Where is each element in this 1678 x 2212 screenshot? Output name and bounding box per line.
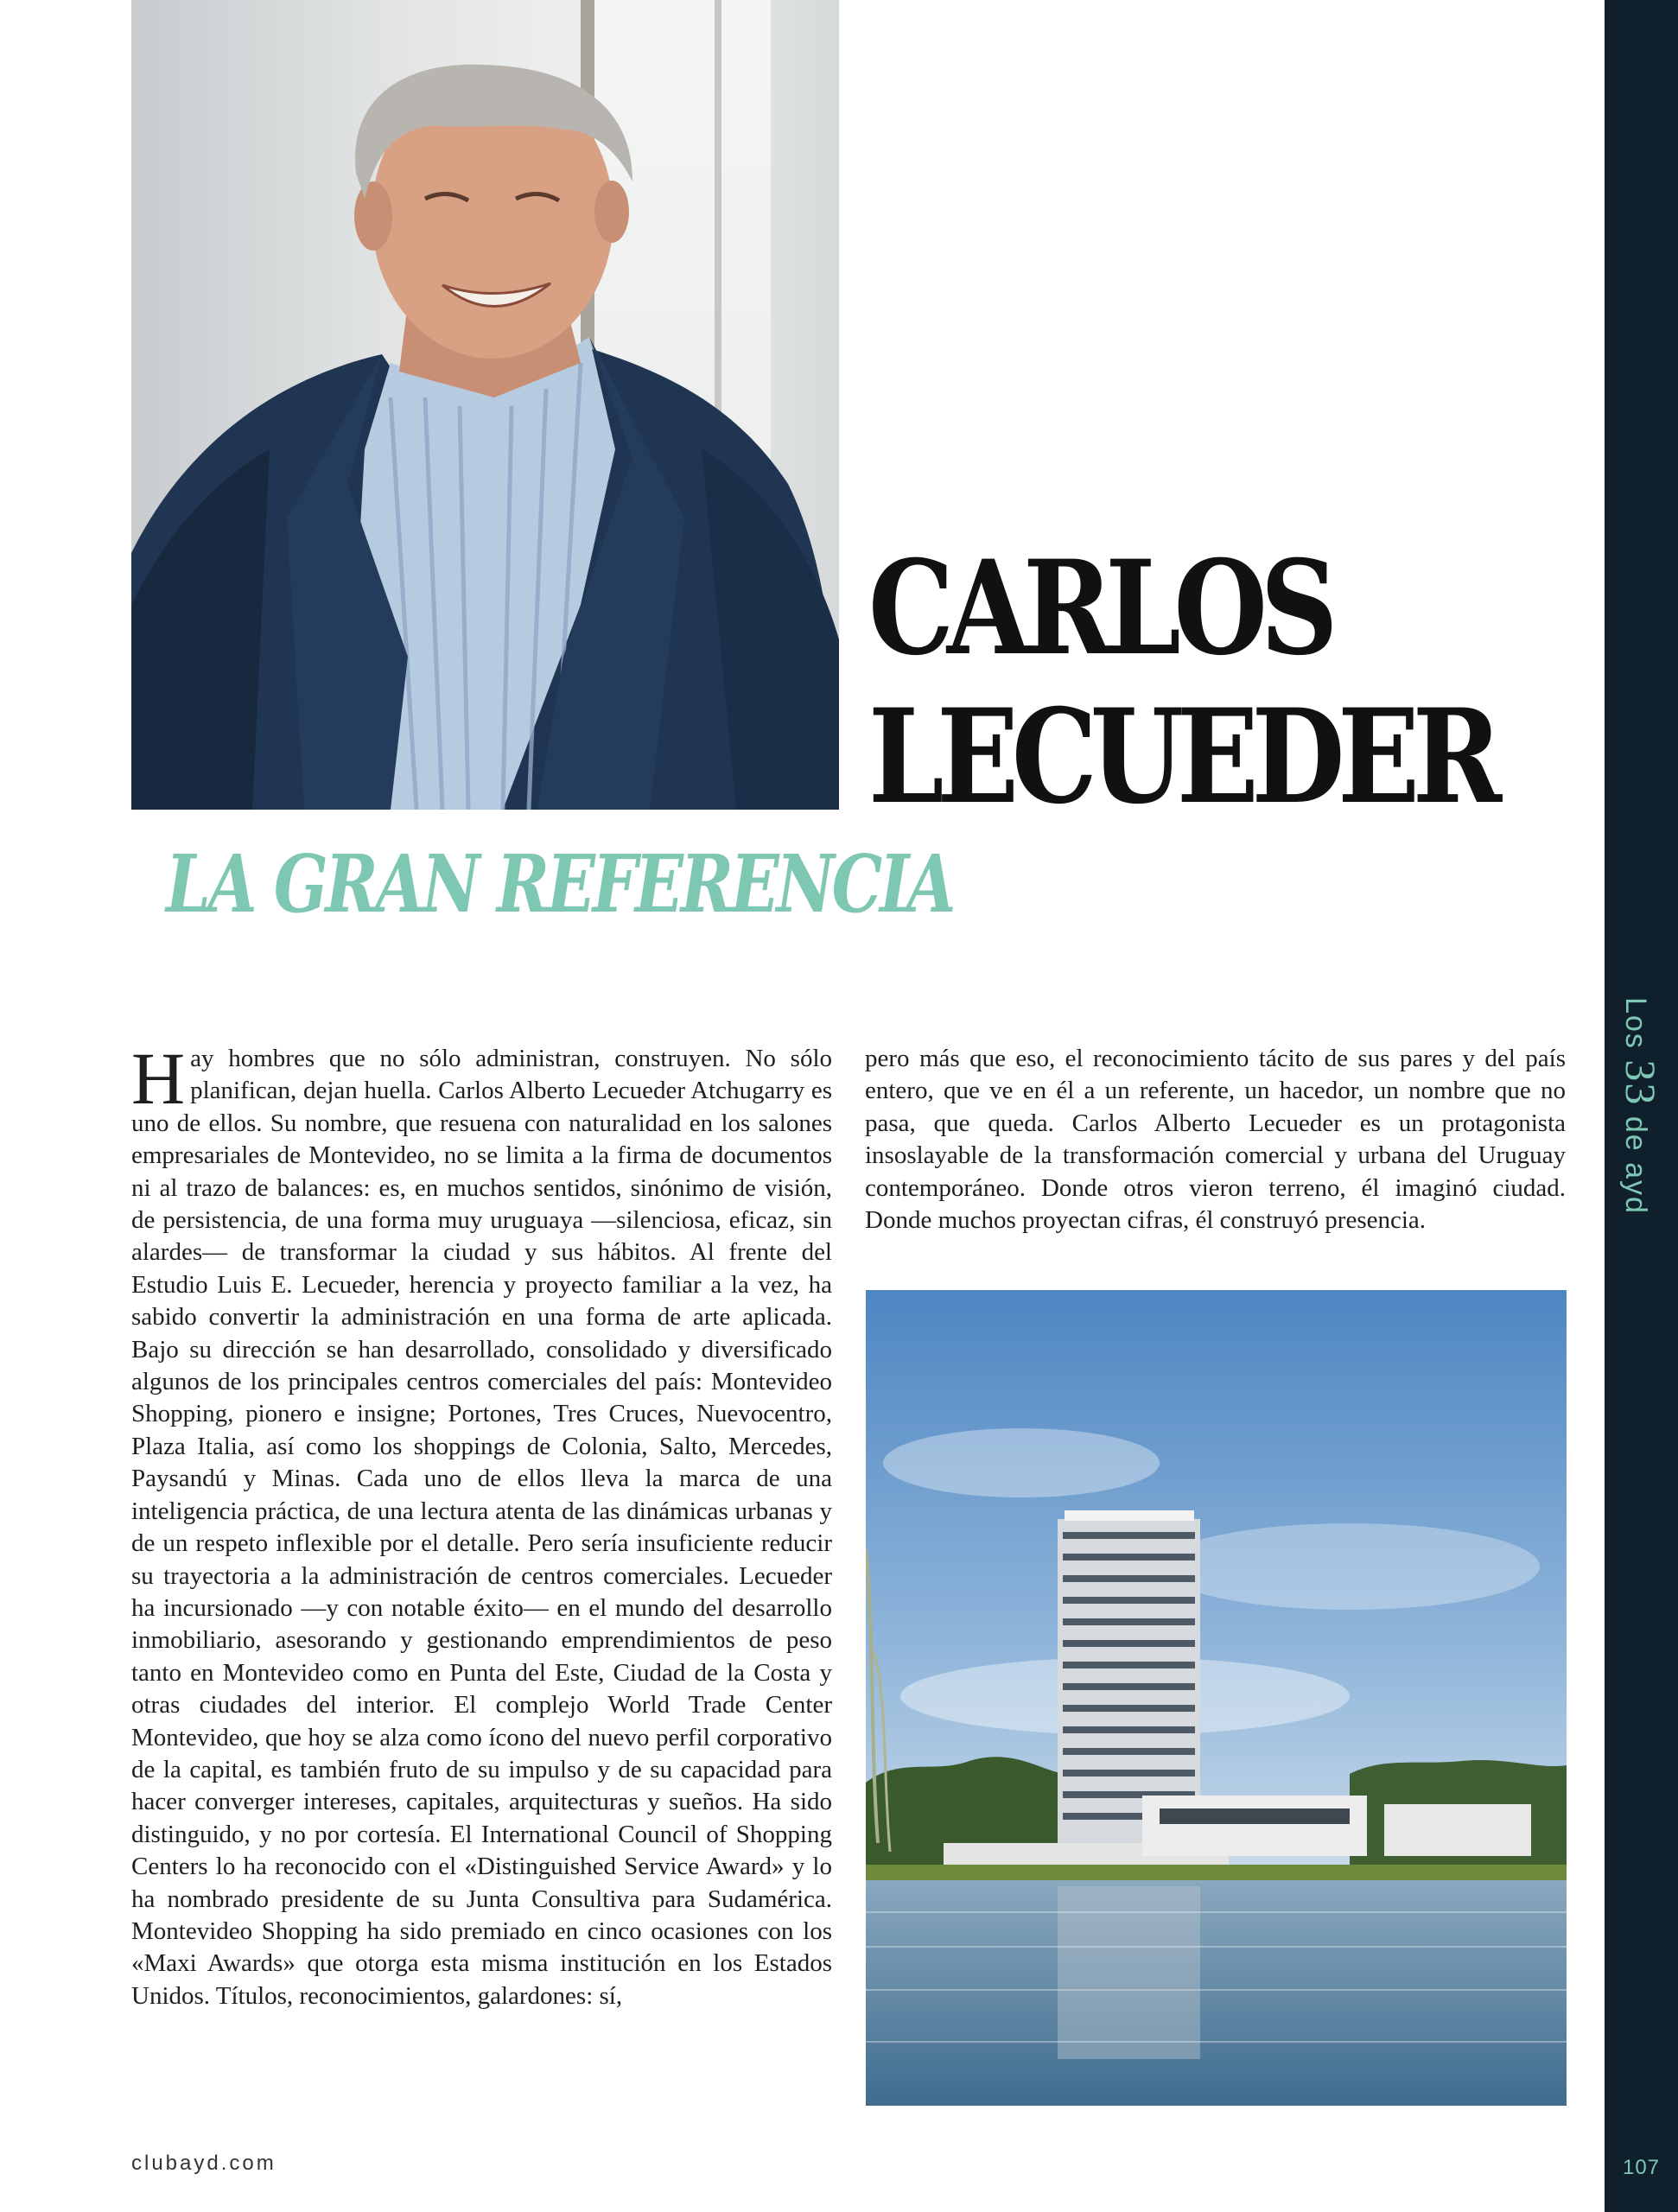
footer-site: clubayd.com	[131, 2152, 276, 2175]
article-column-2	[865, 1043, 1566, 1236]
article-headline	[868, 534, 1495, 831]
building-photo	[866, 1290, 1567, 2106]
portrait-photo	[131, 0, 839, 810]
column-1-text: ay hombres que no sólo administran, construyen. No sólo planifican, dejan huella. Carlos Alberto Lecueder Atchugarry es uno de ellos. Su nombre, que resuena con naturalidad en los salones empresariales de Montevideo, no se limita a la firma de documentos ni al trazo de balances: es, en muchos sentidos, sinónimo de visión, de persistencia, de una forma muy uruguaya —silenciosa, eficaz, sin alardes— de transformar la ciudad y sus hábitos. Al frente del Estudio Luis E. Lecueder, herencia y proyecto familiar a la vez, ha sabido convertir la administración en una forma de arte aplicada. Bajo su dirección se han desarrollado, consolidado y diversificado algunos de los principales centros comerciales del país: Montevideo Shopping, pionero e insigne; Portones, Tres Cruces, Nuevocentro, Plaza Italia, así como los shoppings de Colonia, Salto, Mercedes, Paysandú y Minas. Cada uno de ellos lleva la marca de una inteligencia práctica, de una lectura atenta de las dinámicas urbanas y de un respeto inflexible por el detalle. Pero sería insuficiente reducir su trayectoria a la administración de centros comerciales. Lecueder ha incursionado —y con notable éxito— en el mundo del desarrollo inmobiliario, asesorando y gestionando emprendimientos de peso tanto en Montevideo como en Punta del Este, Ciudad de la Costa y otras ciudades del interior. El complejo World Trade Center Montevideo, que hoy se alza como ícono del nuevo perfil corporativo de la capital, es también fruto de su impulso y de su capacidad para hacer converger intereses, capitales, arquitecturas y sueños. Ha sido distinguido, y no por cortesía. El International Council of Shopping Centers lo ha reconocido con el «Distinguished Service Award» y lo ha nombrado presidente de su Junta Consultiva para Sudamérica. Montevideo Shopping ha sido premiado en cinco ocasiones con los «Maxi Awards» que otorga esta misma institución en los Estados Unidos. Títulos, reconocimientos, galardones: sí,	[131, 1045, 832, 2010]
page-number: 107	[1622, 2156, 1661, 2179]
drop-cap: H	[131, 1037, 186, 1120]
section-label: Los 33 de ayd	[1617, 997, 1665, 1215]
column-2-text: pero más que eso, el reconocimiento tácito de sus pares y del país entero, que ve en él a un referente, un hacedor, un nombre que no pasa, que queda. Carlos Alberto Lecueder es un protagonista insoslayable de la transformación comercial y urbana del Uruguay contemporáneo. Donde otros vieron terreno, él imaginó ciudad. Donde muchos proyectan cifras, él construyó presencia.	[865, 1045, 1566, 1235]
headline-line-1: CARLOS	[868, 532, 1332, 684]
article-subtitle: LA GRAN REFERENCIA	[166, 837, 954, 931]
headline-line-2: LECUEDER	[868, 681, 1495, 833]
article-column-1	[131, 1037, 832, 2012]
